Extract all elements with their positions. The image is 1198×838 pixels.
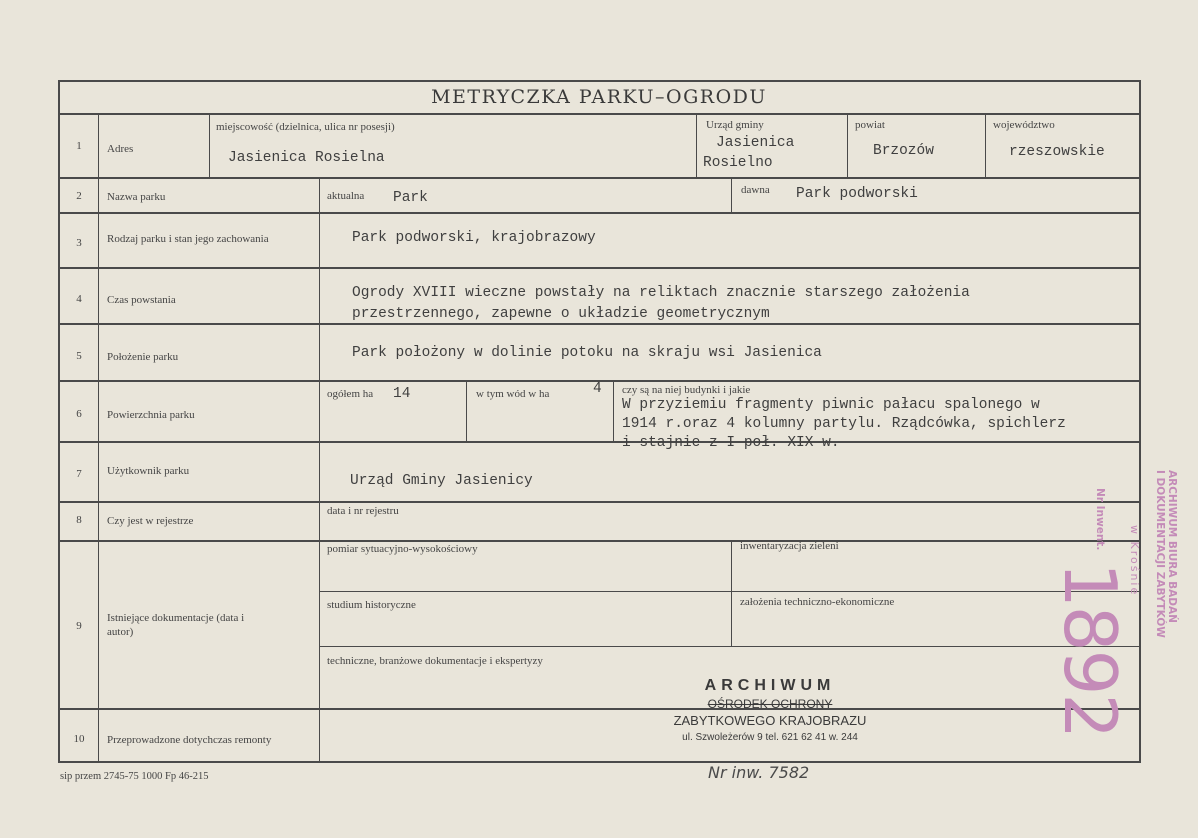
row-label-czas: Czas powstania xyxy=(107,294,176,306)
zalozenia-label: założenia techniczno-ekonomiczne xyxy=(740,596,895,608)
rejestr-label: data i nr rejestru xyxy=(327,505,399,517)
row-number: 9 xyxy=(76,620,82,632)
row-label-rodzaj: Rodzaj parku i stan jego zachowania xyxy=(107,233,269,245)
handwritten-inventory-note: Nr inw. 7582 xyxy=(708,763,810,782)
row-number: 3 xyxy=(76,237,82,249)
row-number: 5 xyxy=(76,350,82,362)
wojewodztwo-value: rzeszowskie xyxy=(1009,144,1105,160)
row-label-dokumentacje: Istniejące dokumentacje (data i autor) xyxy=(107,612,245,638)
row-number: 2 xyxy=(76,190,82,202)
stamp-line2: I DOKUMENTACJI ZABYTKÓW xyxy=(1154,470,1166,638)
miejscowosc-value: Jasienica Rosielna xyxy=(228,150,385,166)
row-number: 7 xyxy=(76,468,82,480)
label-col-divider-row1 xyxy=(209,113,210,177)
row-number: 10 xyxy=(73,733,85,745)
row-divider xyxy=(58,441,1141,443)
uzytkownik-value: Urząd Gminy Jasienicy xyxy=(350,473,533,489)
stamp-line1: ARCHIWUM BIURA BADAŃ xyxy=(1166,470,1178,623)
label-col-divider xyxy=(319,177,320,761)
dawna-label: dawna xyxy=(741,184,770,196)
row-divider xyxy=(58,177,1141,179)
polozenie-value: Park położony w dolinie potoku na skraju wsi Jasienica xyxy=(352,345,822,361)
row-divider xyxy=(58,501,1141,503)
powiat-label: powiat xyxy=(855,119,885,131)
col-divider xyxy=(466,380,467,441)
frame-left xyxy=(58,80,60,763)
sub-divider xyxy=(320,591,1140,592)
aktualna-label: aktualna xyxy=(327,190,365,202)
row-divider xyxy=(58,267,1141,269)
miejscowosc-label: miejscowość (dzielnica, ulica nr posesji) xyxy=(216,121,395,133)
row-label-powierzchnia: Powierzchnia parku xyxy=(107,409,195,421)
col-divider xyxy=(696,113,697,177)
inwentaryzacja-label: inwentaryzacja zieleni xyxy=(740,540,839,552)
num-col-divider xyxy=(98,113,99,761)
row-divider xyxy=(58,113,1141,115)
urzad-gminy-value-2: Rosielno xyxy=(703,155,773,171)
purple-archive-stamp xyxy=(1042,470,1182,740)
row-number: 4 xyxy=(76,293,82,305)
row-label-uzytkownik: Użytkownik parku xyxy=(107,465,190,477)
studium-label: studium historyczne xyxy=(327,599,416,611)
form-title: METRYCZKA PARKU–OGRODU xyxy=(431,86,767,108)
row-label-adres: Adres xyxy=(107,143,134,155)
row-number: 1 xyxy=(76,140,82,152)
row-divider xyxy=(58,212,1141,214)
archive-stamp-line4: ul. Szwoleżerów 9 tel. 621 62 41 w. 244 xyxy=(682,732,858,743)
dawna-value: Park podworski xyxy=(796,186,918,202)
row-divider xyxy=(58,540,1141,542)
sub-divider xyxy=(320,646,1140,647)
budynki-line1: W przyziemiu fragmenty piwnic pałacu spalonego w xyxy=(622,397,1040,413)
archive-stamp-title: ARCHIWUM xyxy=(704,677,836,694)
rodzaj-value: Park podworski, krajobrazowy xyxy=(352,230,596,246)
row-divider xyxy=(58,708,1141,710)
col-divider xyxy=(847,113,848,177)
aktualna-value: Park xyxy=(393,190,428,206)
budynki-line2: 1914 r.oraz 4 kolumny partylu. Rządcówka, spichlerz xyxy=(622,416,1066,432)
stamp-line3: w Krośnie xyxy=(1128,525,1141,597)
czas-value-line2: przestrzennego, zapewne o układzie geometrycznym xyxy=(352,306,770,322)
frame-bottom xyxy=(58,761,1141,763)
ogolem-label: ogółem ha xyxy=(327,388,374,400)
row-number: 6 xyxy=(76,408,82,420)
col-divider xyxy=(613,380,614,441)
col-divider xyxy=(731,540,732,646)
stamp-inv-number: 1892 xyxy=(1048,562,1132,738)
budynki-label: czy są na niej budynki i jakie xyxy=(622,384,751,396)
techniczne-label: techniczne, branżowe dokumentacje i ekspertyzy xyxy=(327,655,543,667)
row-number: 8 xyxy=(76,514,82,526)
row-label-remonty: Przeprowadzone dotychczas remonty xyxy=(107,734,272,746)
wod-label: w tym wód w ha xyxy=(476,388,550,400)
powiat-value: Brzozów xyxy=(873,143,934,159)
czas-value-line1: Ogrody XVIII wieczne powstały na reliktach znacznie starszego założenia xyxy=(352,285,970,301)
row-label-polozenie: Położenie parku xyxy=(107,351,179,363)
col-divider xyxy=(985,113,986,177)
archive-stamp-line3: ZABYTKOWEGO KRAJOBRAZU xyxy=(673,713,867,728)
pomiar-label: pomiar sytuacyjno-wysokościowy xyxy=(327,543,478,555)
urzad-gminy-label: Urząd gminy xyxy=(706,119,764,131)
wod-value: 4 xyxy=(593,381,602,397)
row-label-nazwa: Nazwa parku xyxy=(107,191,166,203)
budynki-line3: i stajnie z I poł. XIX w. xyxy=(622,435,840,451)
archive-stamp-line2: OŚRODEK OCHRONY xyxy=(707,697,833,711)
wojewodztwo-label: województwo xyxy=(993,119,1055,131)
stamp-inv-label: Nr Inwent. xyxy=(1094,488,1106,551)
ogolem-value: 14 xyxy=(393,386,411,402)
urzad-gminy-value: Jasienica xyxy=(716,135,795,151)
form-print-code: sip przem 2745-75 1000 Fp 46-215 xyxy=(60,771,209,782)
frame-top xyxy=(58,80,1141,82)
row-label-rejestr: Czy jest w rejestrze xyxy=(107,515,194,527)
col-divider xyxy=(731,177,732,212)
